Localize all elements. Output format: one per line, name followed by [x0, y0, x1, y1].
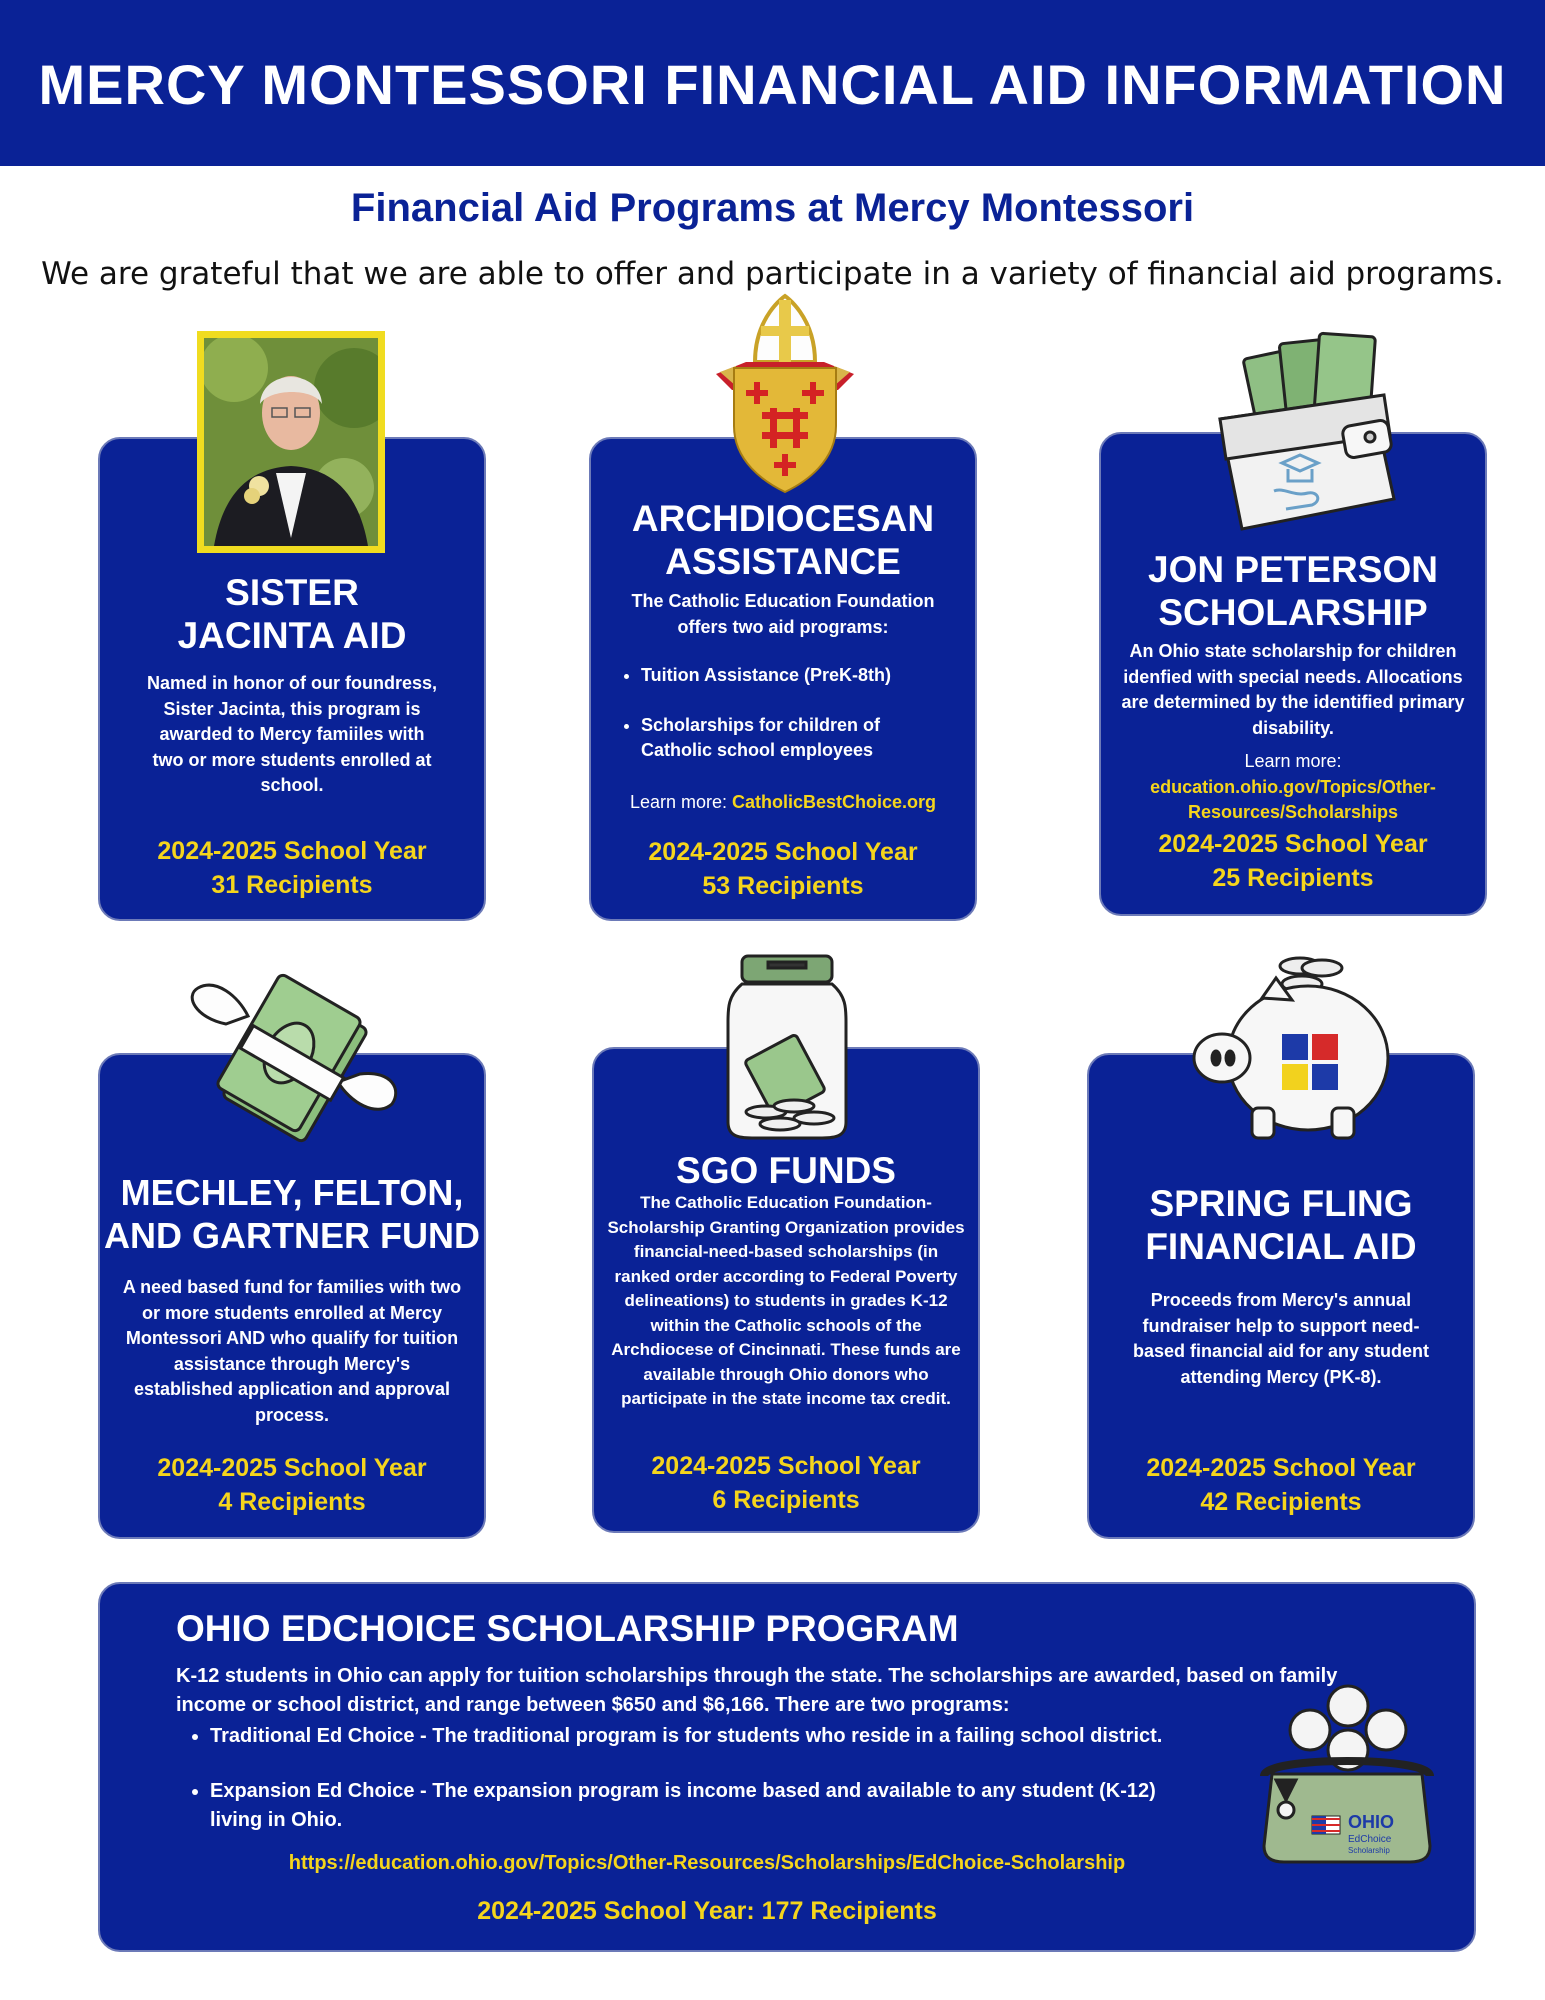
card-title	[601, 497, 965, 583]
edchoice-description: K-12 students in Ohio can apply for tuition scholarships through the state. The scholarships are awarded, based on family income or school district, and range between $650 and $6,166. There are two programs:	[176, 1665, 1338, 1716]
edchoice-title: OHIO EDCHOICE SCHOLARSHIP PROGRAM	[176, 1608, 959, 1649]
coin-purse-icon	[1252, 1676, 1442, 1866]
learn-more-block	[1141, 749, 1445, 826]
edchoice-link[interactable]: https://education.ohio.gov/Topics/Other-Resources/Scholarships/EdChoice-Scholarship	[288, 1852, 1126, 1874]
school-year: 2024-2025 School Year	[1146, 1454, 1416, 1482]
card-title	[604, 1149, 968, 1192]
recipients-count: 4 Recipients	[218, 1488, 366, 1516]
card-description: An Ohio state scholarship for children idenfied with special needs. Allocations are determined by the identified primary disability.	[1121, 641, 1465, 738]
recipients-count: 53 Recipients	[702, 872, 864, 900]
portrait-image	[204, 338, 378, 546]
card-description: A need based fund for families with two or more students enrolled at Mercy Montessori AND who qualify for tuition assistance through Mercy's established application and approval process.	[122, 1277, 462, 1425]
card-title-line: SISTER	[225, 572, 359, 613]
recipients-count: 6 Recipients	[712, 1486, 860, 1514]
learn-more-link[interactable]: CatholicBestChoice.org	[732, 792, 937, 812]
card-year-info	[1089, 1451, 1473, 1519]
header-banner	[0, 0, 1545, 166]
card-title-line: SGO FUNDS	[676, 1150, 896, 1191]
intro-text: We are grateful that we are able to offer and participate in a variety of financial aid programs.	[41, 256, 1504, 292]
card-title	[1111, 548, 1475, 634]
recipients-count: 25 Recipients	[1212, 864, 1374, 892]
logo-text: OHIO	[1348, 1812, 1395, 1832]
card-title	[104, 1171, 480, 1257]
card-title-line: JON PETERSON	[1148, 549, 1438, 590]
card-title-line: ARCHDIOCESAN	[631, 498, 935, 539]
edchoice-recipients: 2024-2025 School Year: 177 Recipients	[477, 1897, 937, 1925]
recipients-count: 42 Recipients	[1200, 1488, 1362, 1516]
logo-subtext: EdChoice	[1348, 1834, 1392, 1845]
card-year-info	[100, 1451, 484, 1519]
wallet-money-icon	[1212, 323, 1402, 543]
learn-more-line	[601, 790, 965, 816]
card-year-info	[1101, 827, 1485, 895]
card-description: Proceeds from Mercy's annual fundraiser help to support need-based financial aid for any student attending Mercy (PK-8).	[1132, 1290, 1430, 1387]
logo-subtext: Scholarship	[1348, 1846, 1390, 1855]
flying-money-icon	[186, 958, 400, 1150]
school-year: 2024-2025 School Year	[648, 838, 918, 866]
card-description: Named in honor of our foundress, Sister Jacinta, this program is awarded to Mercy famiiles with two or more students enrolled at school.	[146, 673, 437, 795]
school-year: 2024-2025 School Year	[157, 1454, 427, 1482]
card-title-line: SPRING FLING	[1149, 1183, 1413, 1224]
card-year-info	[594, 1449, 978, 1517]
card-title-line: ASSISTANCE	[665, 541, 901, 582]
recipients-count: 31 Recipients	[211, 871, 373, 899]
card-title-line: MECHLEY, FELTON,	[120, 1172, 464, 1213]
card-archdiocesan-assistance	[589, 437, 977, 921]
piggy-bank-icon	[1192, 938, 1400, 1154]
card-year-info	[100, 834, 484, 902]
school-year: 2024-2025 School Year	[651, 1452, 921, 1480]
card-year-info	[591, 835, 975, 903]
bullet-item: • Scholarships for children of Catholic school employees	[641, 713, 955, 764]
section-subtitle: Financial Aid Programs at Mercy Montessori	[350, 186, 1195, 230]
school-year: 2024-2025 School Year	[157, 837, 427, 865]
page-title: MERCY MONTESSORI FINANCIAL AID INFORMATION	[38, 53, 1507, 116]
archdiocese-crest-icon	[706, 286, 864, 496]
card-title	[110, 571, 474, 657]
card-description: The Catholic Education Foundation offers two aid programs:	[631, 591, 935, 637]
learn-more-label: Learn more:	[629, 792, 727, 812]
learn-more-link[interactable]: education.ohio.gov/Topics/Other-Resources/Scholarships	[1150, 776, 1436, 822]
bullet-item: • Traditional Ed Choice - The traditional program is for students who reside in a failing school district.	[210, 1722, 1210, 1751]
card-title-line: JACINTA AID	[177, 615, 407, 656]
card-title-line: AND GARTNER FUND	[104, 1215, 480, 1256]
bullet-item: • Tuition Assistance (PreK-8th)	[641, 663, 955, 689]
bullet-item: • Expansion Ed Choice - The expansion program is income based and available to any student (K-12) living in Ohio.	[210, 1777, 1210, 1835]
edchoice-bullet-list	[176, 1722, 1210, 1861]
card-title-line: SCHOLARSHIP	[1158, 592, 1428, 633]
card-title-line: FINANCIAL AID	[1145, 1226, 1417, 1267]
edchoice-section	[98, 1582, 1476, 1952]
learn-more-label: Learn more:	[1244, 751, 1342, 771]
bullet-list	[617, 663, 955, 788]
school-year: 2024-2025 School Year	[1158, 830, 1428, 858]
portrait-photo	[197, 331, 385, 553]
card-title	[1099, 1182, 1463, 1268]
card-description: The Catholic Education Foundation-Scholarship Granting Organization provides financial-need-based scholarships (in ranked order according to Federal Poverty delineations) to students in grades K-12 within the Catholic schools of the Archdiocese of Cincinnati. These funds are available through Ohio donors who participate in the state income tax credit.	[607, 1193, 965, 1408]
money-jar-icon	[718, 952, 856, 1142]
